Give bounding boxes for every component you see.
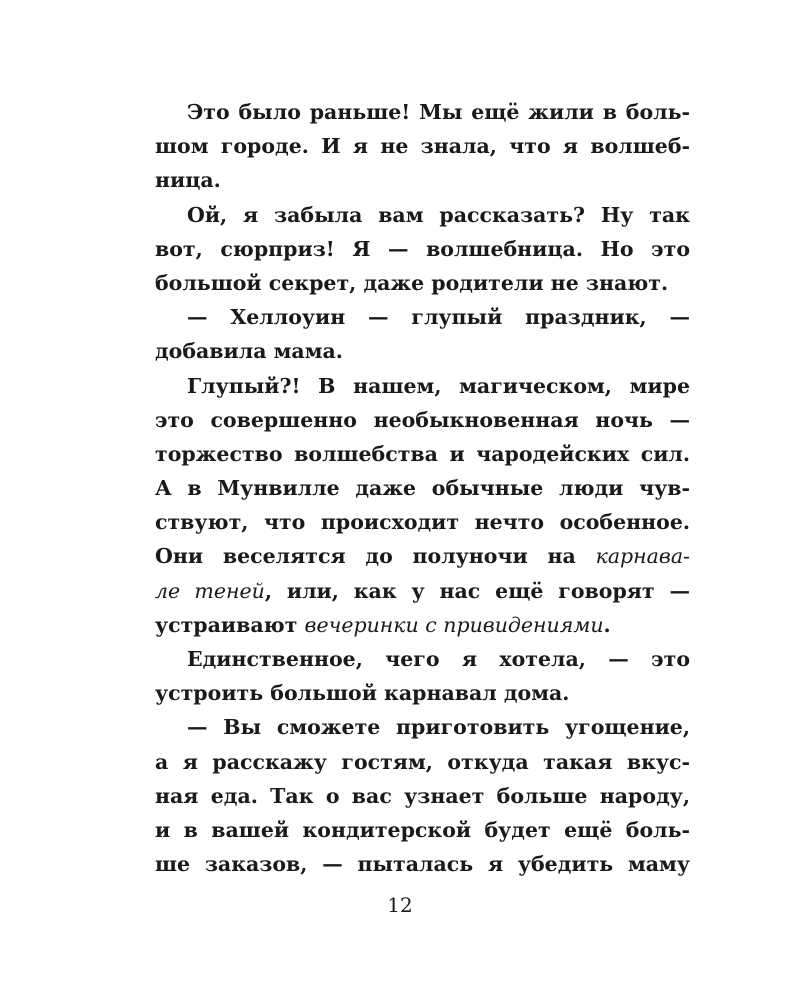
- italic-text-run: ле теней: [155, 578, 265, 603]
- text-line: это совершенно необыкновенная ночь —: [155, 407, 690, 432]
- text-line: Глупый?! В нашем, магическом, мире: [187, 373, 690, 398]
- text-line: ствуют, что происходит нечто особенное.: [155, 510, 690, 535]
- text-line: Это было раньше! Мы ещё жили в боль-: [187, 100, 690, 124]
- italic-text-run: вечеринки с привидениями: [304, 612, 604, 637]
- text-line: [155, 574, 690, 608]
- text-line: [155, 539, 690, 573]
- italic-text-run: карнава-: [595, 544, 690, 569]
- text-run: устраивают: [155, 612, 305, 637]
- text-line: ше заказов, — пыталась я убедить маму: [155, 852, 690, 877]
- text-line: шом городе. И я не знала, что я волшеб-: [155, 134, 690, 159]
- text-line: Ой, я забыла вам рассказать? Ну так: [187, 202, 690, 227]
- text-line: ница.: [155, 168, 221, 193]
- text-line: торжество волшебства и чародейских сил.: [155, 441, 690, 466]
- book-page-text: [155, 95, 690, 881]
- text-line: — Хеллоуин — глупый праздник, —: [187, 305, 690, 330]
- text-line: А в Мунвилле даже обычные люди чув-: [155, 476, 690, 501]
- text-run: Они веселятся до полуночи на: [155, 544, 596, 569]
- text-line: и в вашей кондитерской будет ещё боль-: [155, 817, 690, 842]
- page-number: 12: [387, 893, 413, 917]
- text-line: вот, сюрприз! Я — волшебница. Но это: [155, 236, 690, 261]
- text-run: , или, как у нас ещё говорят —: [264, 578, 690, 603]
- text-line: а я расскажу гостям, откуда такая вкус-: [155, 749, 690, 774]
- paragraph-block: [155, 642, 690, 881]
- text-line: [155, 608, 690, 642]
- text-line: устроить большой карнавал дома.: [155, 681, 570, 706]
- text-run: .: [603, 612, 611, 637]
- text-line: Единственное, чего я хотела, — это: [187, 647, 690, 671]
- text-line: — Вы сможете приготовить угощение,: [187, 715, 690, 740]
- text-line: добавила мама.: [155, 339, 343, 364]
- text-line: большой секрет, даже родители не знают.: [155, 270, 669, 295]
- text-line: ная еда. Так о вас узнает больше народу,: [155, 783, 690, 808]
- paragraph-block: [155, 95, 690, 539]
